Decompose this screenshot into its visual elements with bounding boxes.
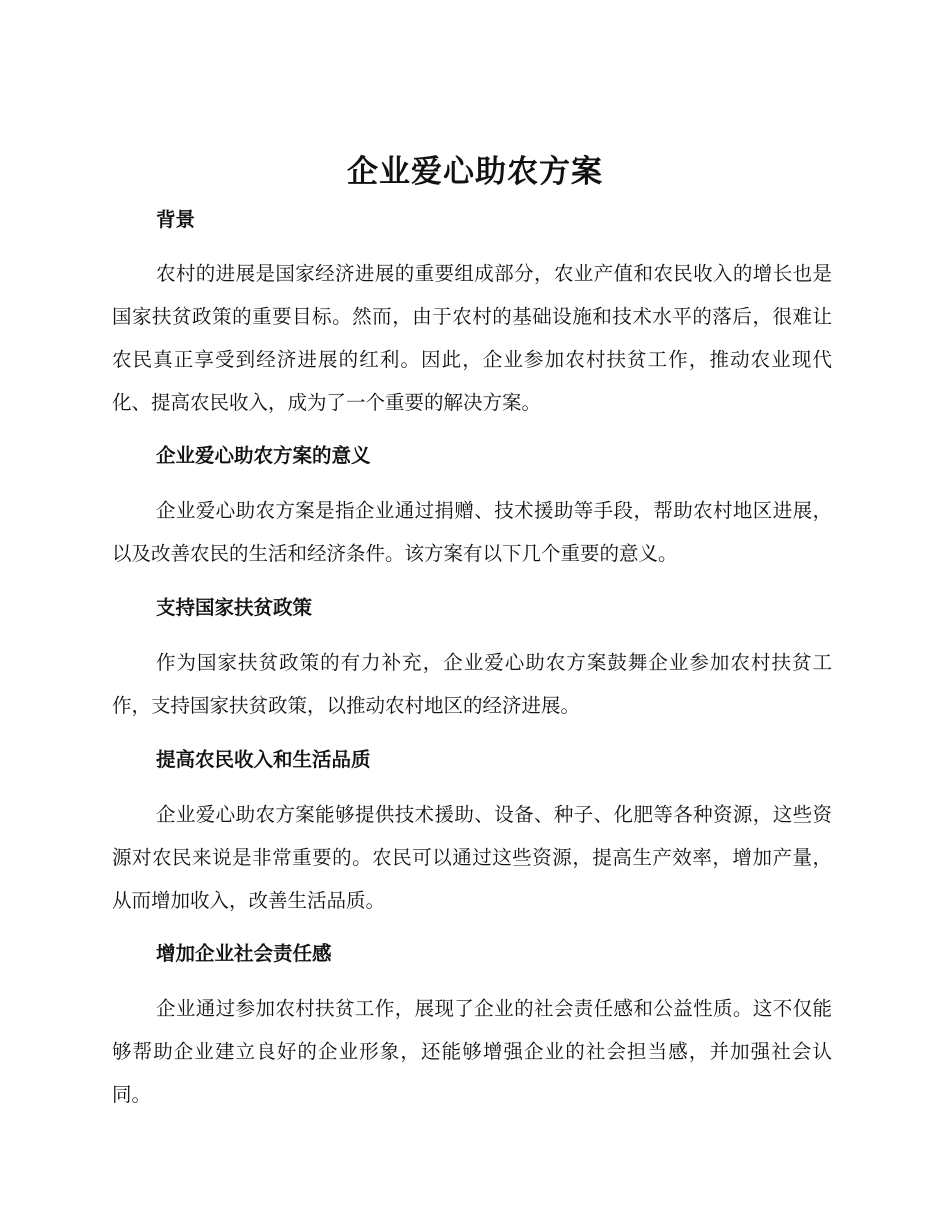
document-title: 企业爱心助农方案: [347, 154, 603, 190]
section-heading-background: 背景: [156, 208, 196, 231]
section-paragraph-background: 农村的进展是国家经济进展的重要组成部分，农业产值和农民收入的增长也是国家扶贫政策的重要目标。然而，由于农村的基础设施和技术水平的落后，很难让农民真正享受到经济进展的红利。因此，企业参加农村扶贫工作，推动农业现代化、提高农民收入，成为了一个重要的解决方案。: [112, 262, 832, 414]
section-paragraph-support-policy: 作为国家扶贫政策的有力补充，企业爱心助农方案鼓舞企业参加农村扶贫工作，支持国家扶贫政策，以推动农村地区的经济进展。: [112, 651, 832, 717]
section-heading-significance: 企业爱心助农方案的意义: [156, 444, 371, 467]
section-heading-support-policy: 支持国家扶贫政策: [156, 596, 313, 619]
section-heading-income-quality: 提高农民收入和生活品质: [156, 748, 371, 771]
section-paragraph-significance: 企业爱心助农方案是指企业通过捐赠、技术援助等手段，帮助农村地区进展，以及改善农民的生活和经济条件。该方案有以下几个重要的意义。: [112, 499, 832, 565]
section-heading-social-responsibility: 增加企业社会责任感: [156, 942, 332, 965]
section-paragraph-income-quality: 企业爱心助农方案能够提供技术援助、设备、种子、化肥等各种资源，这些资源对农民来说是非常重要的。农民可以通过这些资源，提高生产效率，增加产量，从而增加收入，改善生活品质。: [112, 803, 832, 912]
section-paragraph-social-responsibility: 企业通过参加农村扶贫工作，展现了企业的社会责任感和公益性质。这不仅能够帮助企业建立良好的企业形象，还能够增强企业的社会担当感，并加强社会认同。: [112, 997, 832, 1106]
